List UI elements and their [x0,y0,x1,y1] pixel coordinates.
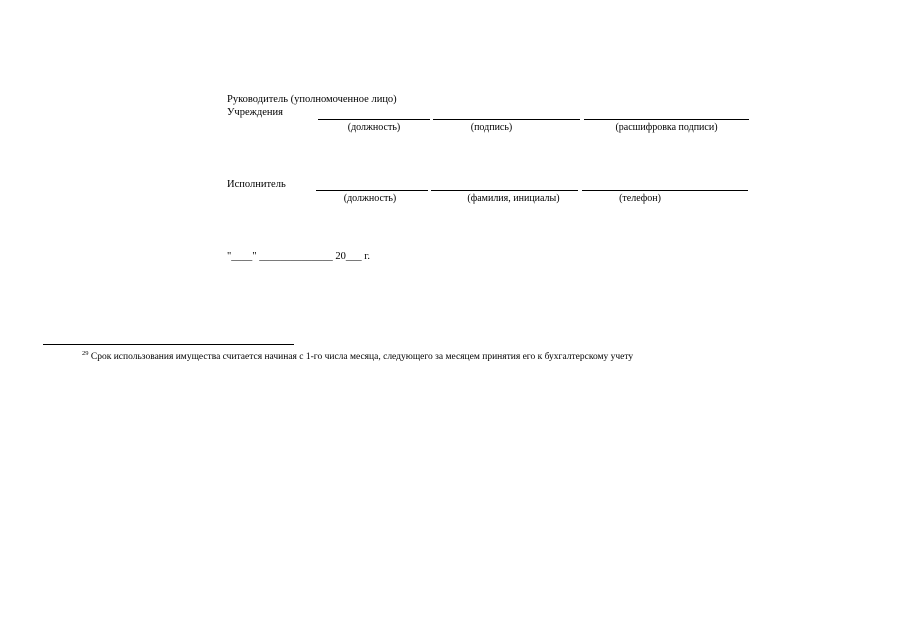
executor-phone-line[interactable] [582,190,748,191]
date-line [227,251,370,263]
head-caption-position: (должность) [347,122,401,133]
head-signature-line[interactable] [433,119,580,120]
date-month-blank[interactable]: ______________ [259,251,333,262]
head-signature-decode-line[interactable] [584,119,749,120]
executor-label: Исполнитель [227,179,286,190]
head-caption-signature-decode: (расшифровка подписи) [615,122,718,133]
head-title-line2: Учреждения [227,107,283,118]
date-year-suffix: г. [364,251,370,262]
executor-position-line[interactable] [316,190,428,191]
head-position-signature-line[interactable] [318,119,430,120]
executor-caption-name: (фамилия, инициалы) [467,193,560,204]
head-caption-signature: (подпись) [470,122,513,133]
footnote-separator [43,344,294,345]
executor-name-line[interactable] [431,190,578,191]
footnote-text: Срок использования имущества считается начиная с 1-го числа месяца, следующего за месяцем принятия его к бухгалтерскому учету [90,352,634,362]
executor-caption-position: (должность) [343,193,397,204]
head-title-line1: Руководитель (уполномоченное лицо) [227,94,397,105]
footnote-number: 29 [82,350,89,357]
executor-caption-phone: (телефон) [619,193,661,204]
footnote [82,351,633,363]
date-year[interactable]: 20___ [335,251,362,262]
date-day-blank[interactable]: "____" [227,251,257,262]
